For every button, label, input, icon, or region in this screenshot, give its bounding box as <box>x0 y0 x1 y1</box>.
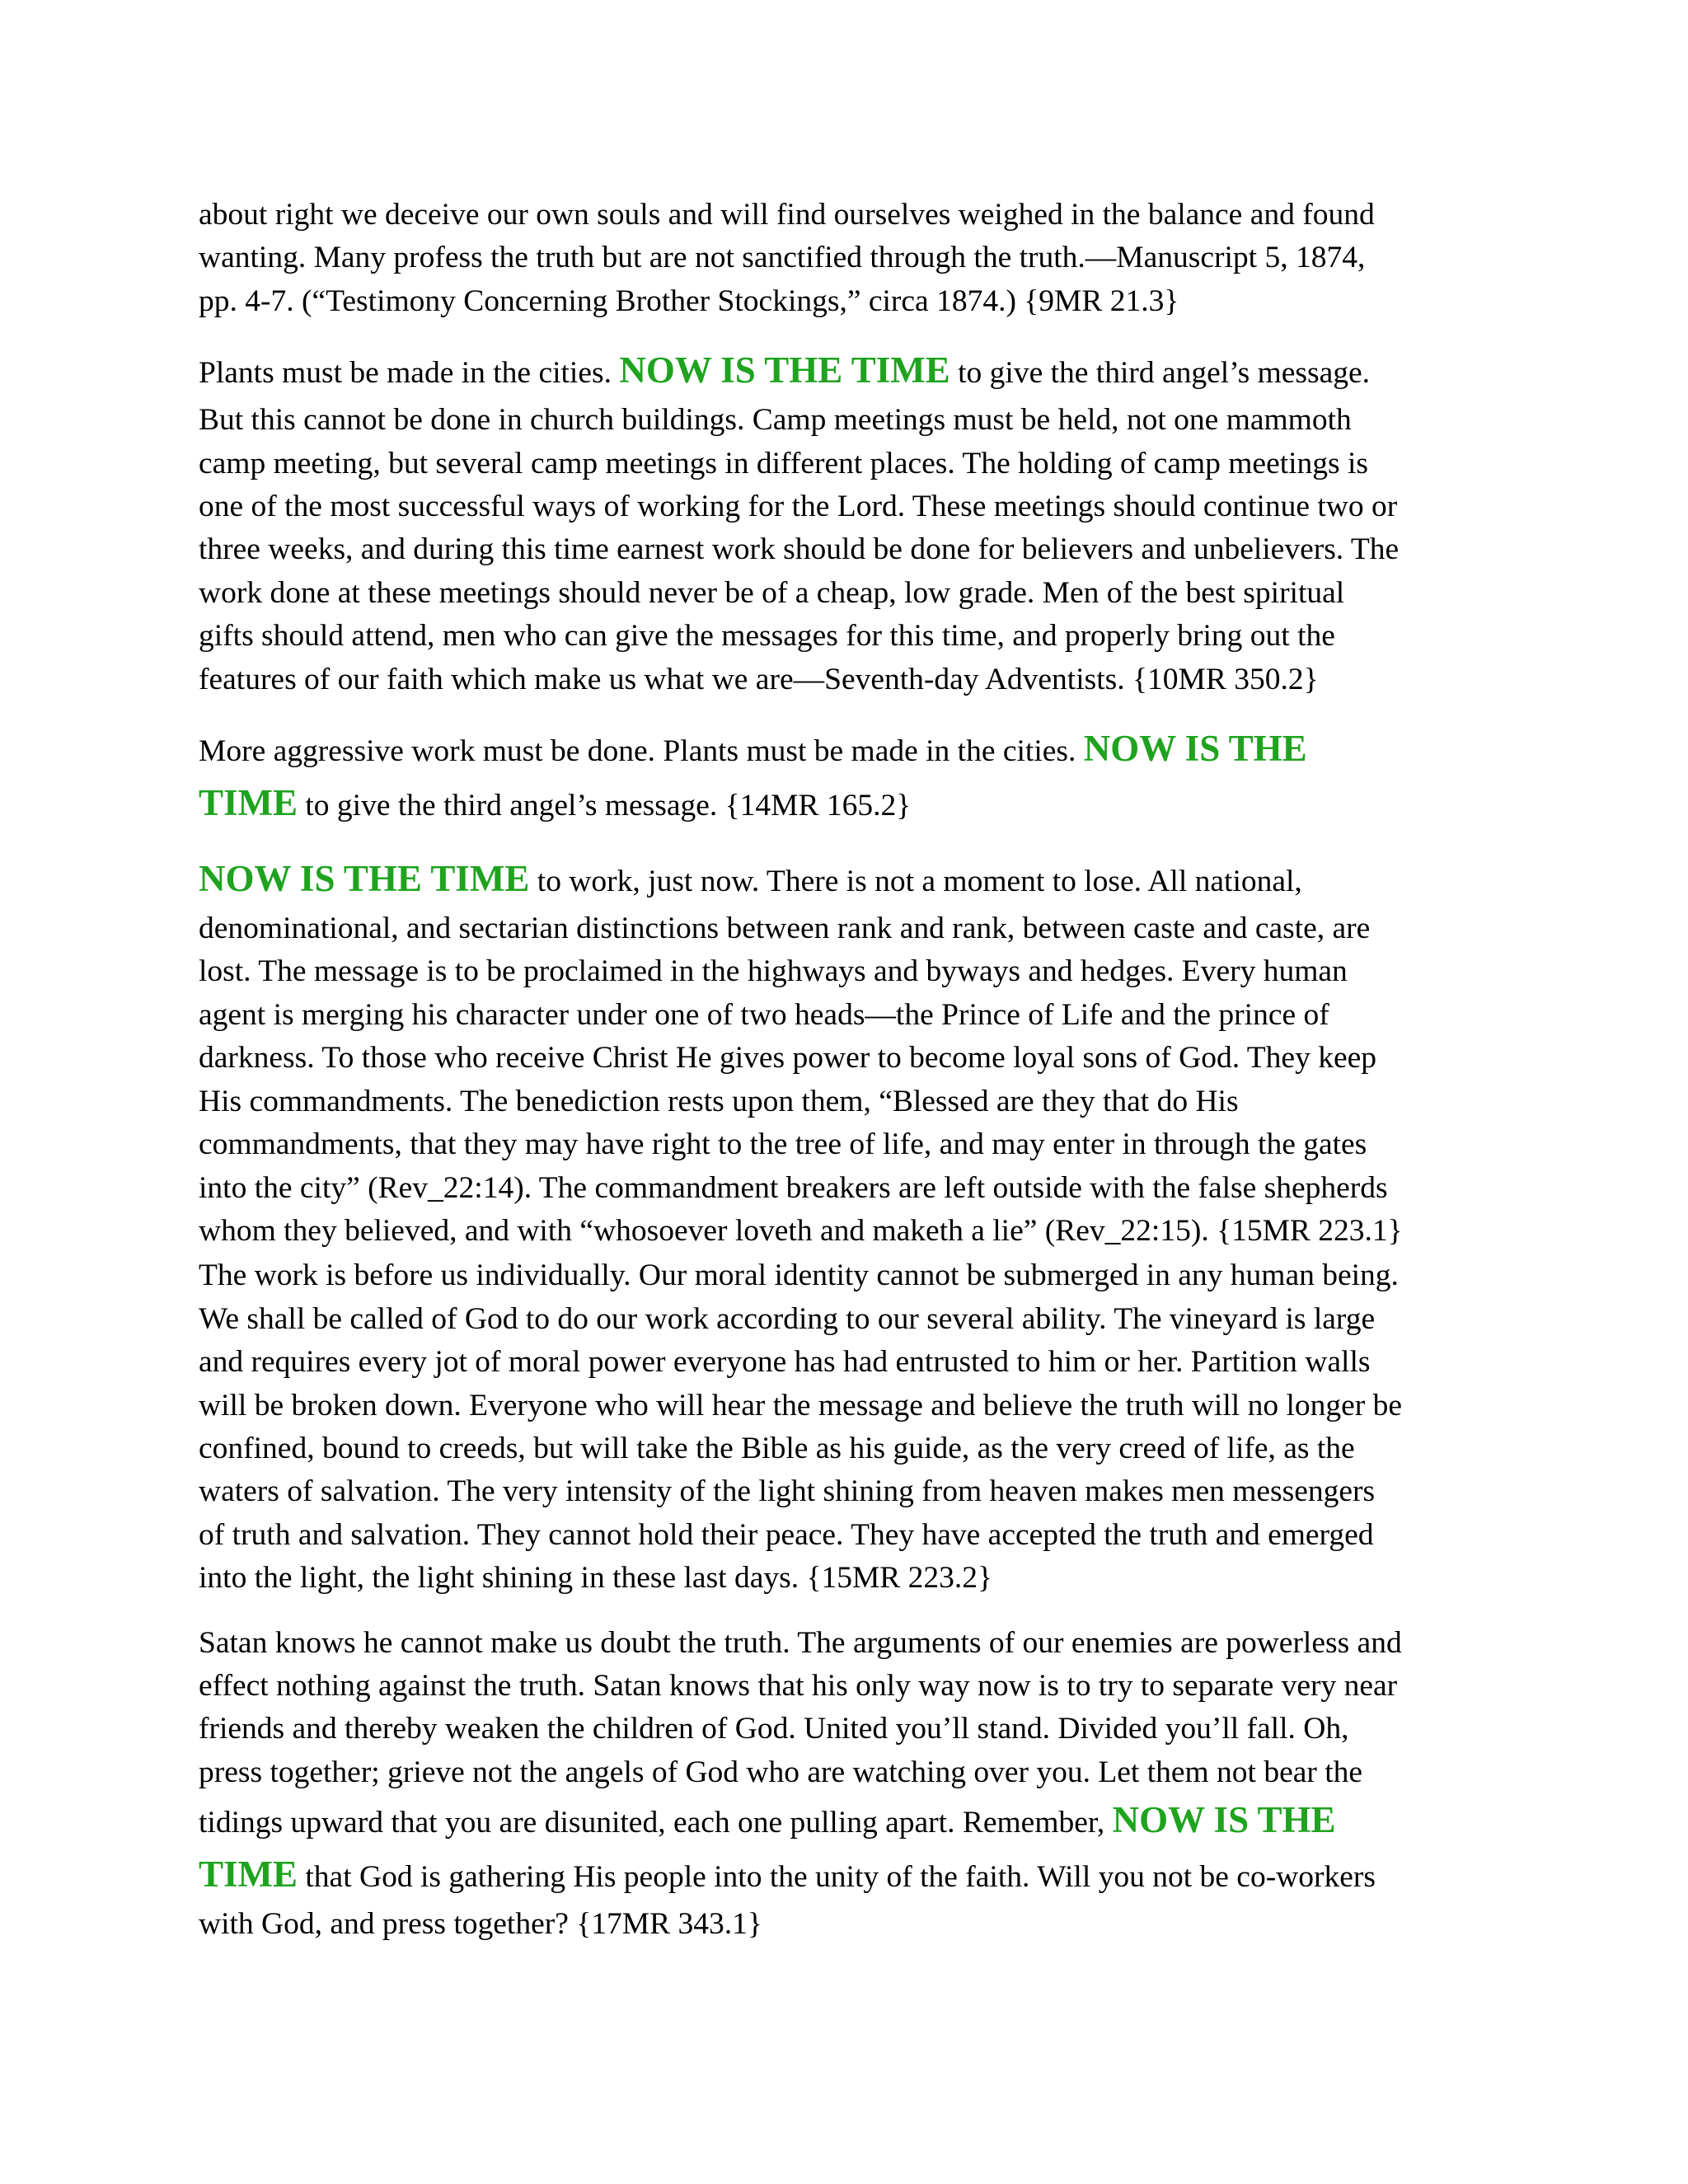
text-line <box>199 1123 1501 1166</box>
highlighted-phrase: NOW IS THE TIME <box>619 349 950 391</box>
body-text: into the city” (Rev_22:14). The commandment breakers are left outside with the false shepherds <box>199 1170 1388 1205</box>
text-line <box>199 528 1501 571</box>
text-line <box>199 1427 1501 1470</box>
body-text: We shall be called of God to do our work according to our several ability. The vineyard is large <box>199 1301 1376 1336</box>
body-text: tidings upward that you are disunited, each one pulling apart. Remember, <box>199 1806 1113 1840</box>
text-line <box>199 1341 1501 1384</box>
body-text: friends and thereby weaken the children of God. United you’ll stand. Divided you’ll fall. Oh, <box>199 1712 1349 1746</box>
body-text: His commandments. The benediction rests upon them, “Blessed are they that do His <box>199 1084 1239 1118</box>
text-line <box>199 572 1501 615</box>
paragraph <box>199 194 1501 323</box>
text-line <box>199 237 1501 279</box>
body-text: work done at these meetings should never be of a cheap, low grade. Men of the best spiritual <box>199 575 1345 610</box>
body-text: effect nothing against the truth. Satan knows that his only way now is to try to separate very near <box>199 1668 1398 1703</box>
body-text: three weeks, and during this time earnest work should be done for believers and unbelievers. The <box>199 532 1400 567</box>
text-line <box>199 443 1501 485</box>
body-text: pp. 4-7. (“Testimony Concerning Brother Stockings,” circa 1874.) {9MR 21.3} <box>199 284 1179 318</box>
text-line <box>199 1708 1501 1750</box>
body-text: will be broken down. Everyone who will hear the message and believe the truth will no longer be <box>199 1388 1403 1422</box>
paragraph <box>199 723 1501 832</box>
body-text: to work, just now. There is not a moment to lose. All national, <box>529 865 1302 899</box>
text-line <box>199 1622 1501 1665</box>
text-line <box>199 1167 1501 1210</box>
body-text: whom they believed, and with “whosoever loveth and maketh a lie” (Rev_22:15). {15MR 223.1} <box>199 1213 1403 1248</box>
text-line <box>199 1470 1501 1513</box>
text-line <box>199 399 1501 442</box>
text-line <box>199 1665 1501 1708</box>
highlighted-phrase: TIME <box>199 782 298 824</box>
text-line <box>199 1254 1501 1297</box>
body-text: to give the third angel’s message. {14MR 165.2} <box>298 789 912 823</box>
body-text: darkness. To those who receive Christ He gives power to become loyal sons of God. They keep <box>199 1041 1376 1076</box>
paragraph <box>199 1622 1501 1947</box>
text-line <box>199 777 1501 832</box>
body-text: waters of salvation. The very intensity of the light shining from heaven makes men messengers <box>199 1474 1376 1509</box>
body-text: wanting. Many profess the truth but are not sanctified through the truth.—Manuscript 5, 1874, <box>199 241 1366 275</box>
text-line <box>199 1751 1501 1794</box>
body-text: confined, bound to creeds, but will take the Bible as his guide, as the very creed of life, as the <box>199 1431 1355 1465</box>
document-page <box>199 194 1501 1968</box>
body-text: gifts should attend, men who can give the messages for this time, and properly bring out the <box>199 619 1335 654</box>
body-text: of truth and salvation. They cannot hold their peace. They have accepted the truth and emerged <box>199 1517 1374 1552</box>
text-line <box>199 853 1501 907</box>
text-line <box>199 1298 1501 1341</box>
paragraph <box>199 344 1501 701</box>
highlighted-phrase: TIME <box>199 1854 298 1896</box>
text-line <box>199 1794 1501 1849</box>
text-line <box>199 1849 1501 1903</box>
body-text: The work is before us individually. Our moral identity cannot be submerged in any human being. <box>199 1258 1399 1293</box>
text-line <box>199 994 1501 1037</box>
highlighted-phrase: NOW IS THE TIME <box>199 858 530 900</box>
body-text: lost. The message is to be proclaimed in the highways and byways and hedges. Every human <box>199 954 1348 989</box>
body-text: More aggressive work must be done. Plants must be made in the cities. <box>199 734 1084 769</box>
highlighted-phrase: NOW IS THE <box>1112 1799 1336 1841</box>
body-text: that God is gathering His people into the unity of the faith. Will you not be co-workers <box>298 1860 1376 1895</box>
text-line <box>199 615 1501 658</box>
text-line <box>199 658 1501 701</box>
body-text: Satan knows he cannot make us doubt the truth. The arguments of our enemies are powerless and <box>199 1625 1402 1660</box>
text-line <box>199 344 1501 399</box>
highlighted-phrase: NOW IS THE <box>1083 728 1307 770</box>
text-line <box>199 723 1501 777</box>
body-text: about right we deceive our own souls and will find ourselves weighed in the balance and found <box>199 198 1375 232</box>
text-line <box>199 1080 1501 1123</box>
text-line <box>199 1385 1501 1427</box>
body-text: into the light, the light shining in these last days. {15MR 223.2} <box>199 1561 993 1596</box>
paragraph <box>199 1254 1501 1600</box>
body-text: denominational, and sectarian distinctions between rank and rank, between caste and caste, are <box>199 912 1371 946</box>
text-line <box>199 950 1501 993</box>
body-text: camp meeting, but several camp meetings in different places. The holding of camp meetings is <box>199 446 1369 480</box>
body-text: one of the most successful ways of working for the Lord. These meetings should continue two or <box>199 490 1398 524</box>
text-line <box>199 1514 1501 1557</box>
body-text: Plants must be made in the cities. <box>199 356 620 391</box>
body-text: agent is merging his character under one of two heads—the Prince of Life and the prince of <box>199 997 1329 1032</box>
text-line <box>199 1210 1501 1253</box>
body-text: features of our faith which make us what we are—Seventh-day Adventists. {10MR 350.2} <box>199 662 1319 696</box>
paragraph <box>199 853 1501 1253</box>
body-text: press together; grieve not the angels of God who are watching over you. Let them not bear the <box>199 1755 1363 1789</box>
text-line <box>199 280 1501 323</box>
body-text: and requires every jot of moral power everyone has had entrusted to him or her. Partition walls <box>199 1345 1371 1380</box>
text-line <box>199 1903 1501 1946</box>
body-text: with God, and press together? {17MR 343.1} <box>199 1907 762 1942</box>
text-line <box>199 1557 1501 1600</box>
text-line <box>199 194 1501 237</box>
body-text: But this cannot be done in church buildings. Camp meetings must be held, not one mammoth <box>199 403 1352 438</box>
text-line <box>199 1037 1501 1080</box>
text-line <box>199 485 1501 528</box>
text-line <box>199 907 1501 950</box>
body-text: to give the third angel’s message. <box>950 356 1371 391</box>
body-text: commandments, that they may have right to the tree of life, and may enter in through the gates <box>199 1127 1367 1162</box>
